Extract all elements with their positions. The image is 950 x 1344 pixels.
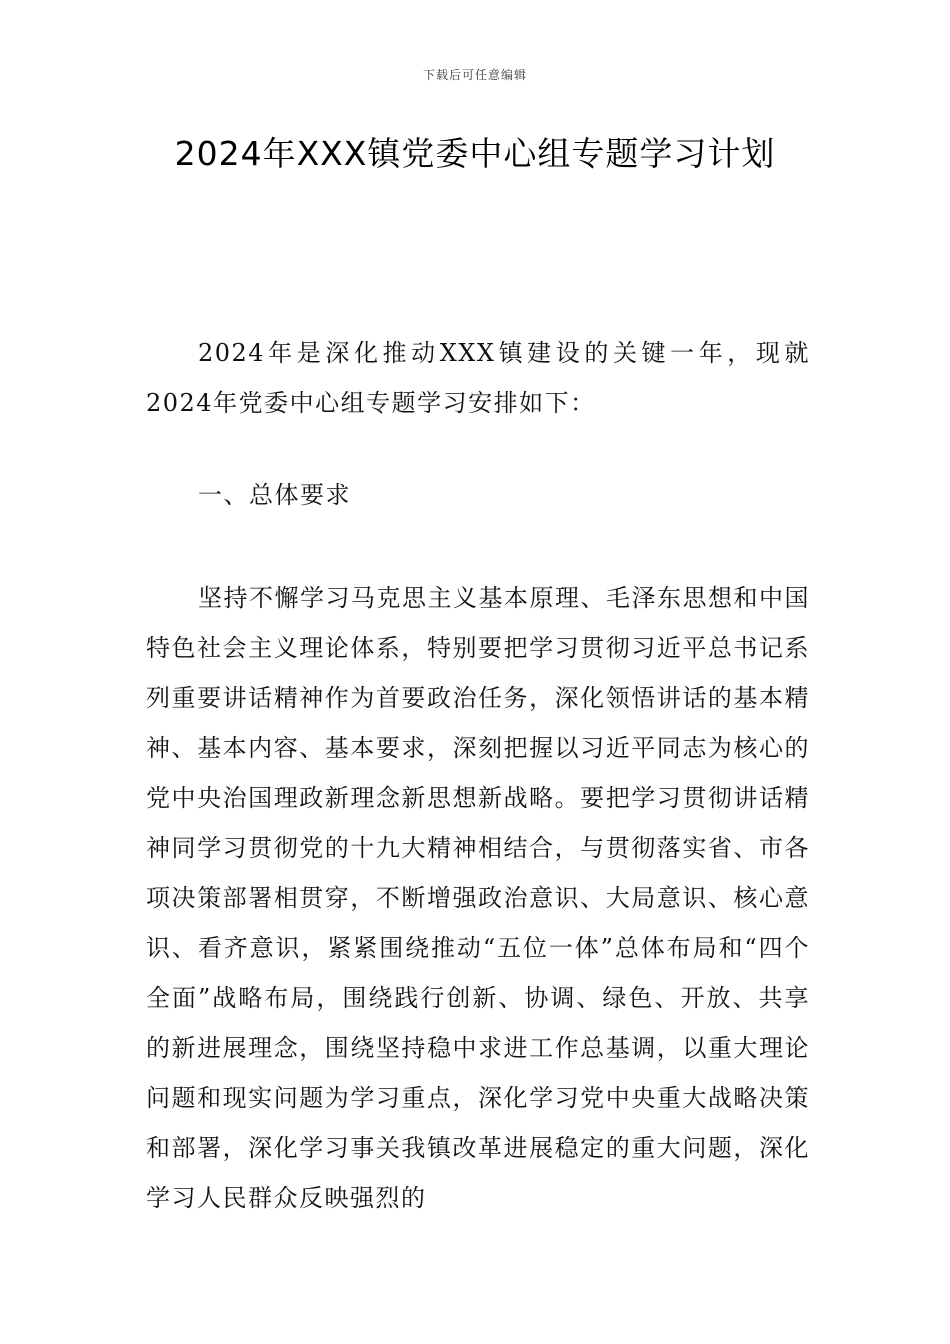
document-title: 2024年XXX镇党委中心组专题学习计划 [174,134,776,173]
intro-paragraph: 2024年是深化推动XXX镇建设的关键一年，现就2024年党委中心组专题学习安排如下： [146,339,810,417]
header-note: 下载后可任意编辑 [422,68,527,82]
section-heading: 一、总体要求 [198,481,351,509]
section-body-paragraph: 坚持不懈学习马克思主义基本原理、毛泽东思想和中国特色社会主义理论体系，特别要把学习贯彻习近平总书记系列重要讲话精神作为首要政治任务，深化领悟讲话的基本精神、基本内容、基本要求，深刻把握以习近平同志为核心的党中央治国理政新理念新思想新战略。要把学习贯彻讲话精神同学习贯彻党的十九大精神相结合，与贯彻落实省、市各项决策部署相贯穿，不断增强政治意识、大局意识、核心意识、看齐意识，紧紧围绕推动“五位一体”总体布局和“四个全面”战略布局，围绕践行创新、协调、绿色、开放、共享的新进展理念，围绕坚持稳中求进工作总基调，以重大理论问题和现实问题为学习重点，深化学习党中央重大战略决策和部署，深化学习事关我镇改革进展稳定的重大问题，深化学习人民群众反映强烈的 [146,584,810,1212]
